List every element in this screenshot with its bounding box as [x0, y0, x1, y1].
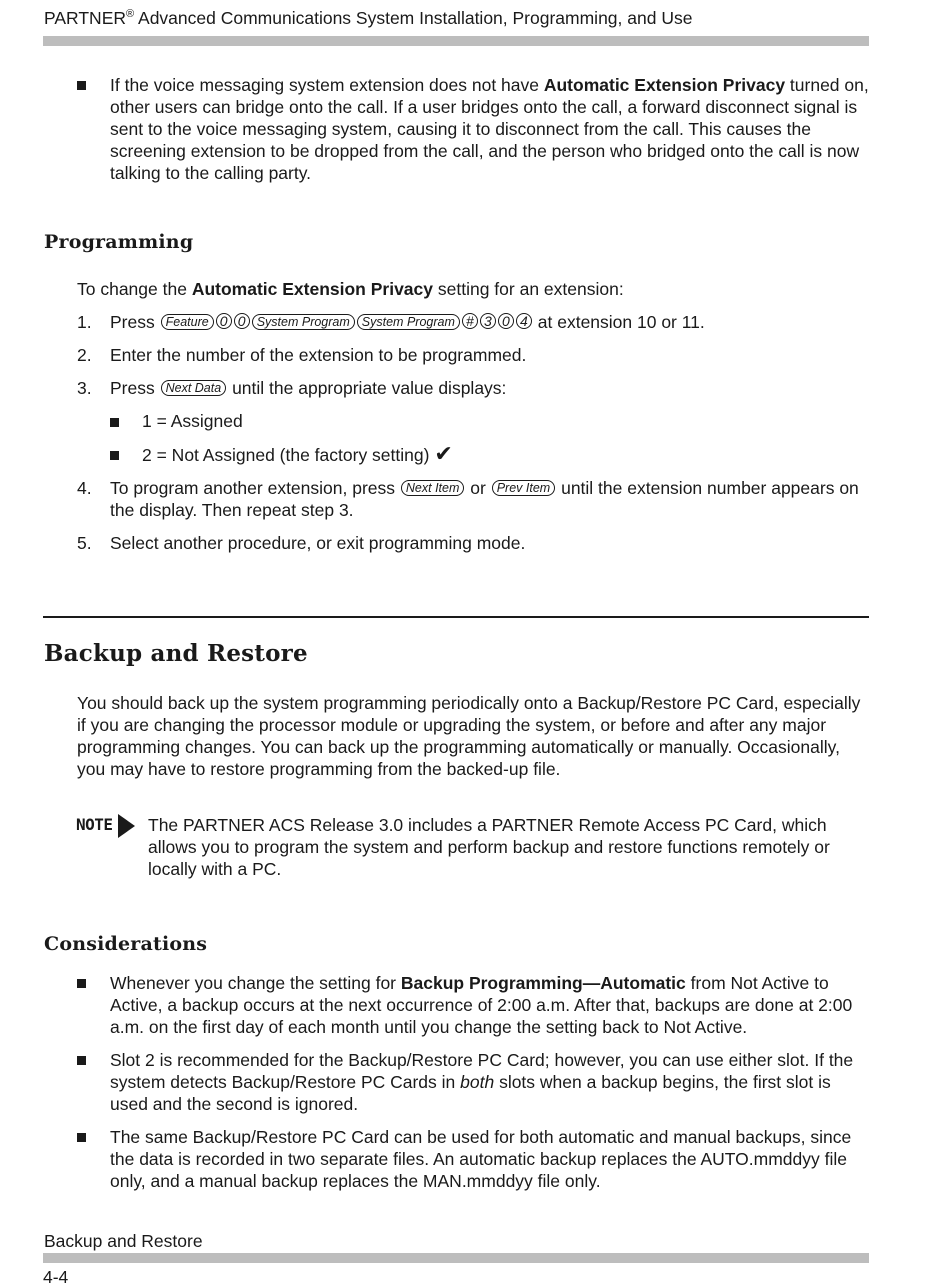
- step-4: To program another extension, press Next Item or Prev Item until the extension number appears on the display. Then repeat step 3.: [110, 478, 859, 520]
- note-text: The PARTNER ACS Release 3.0 includes a PARTNER Remote Access PC Card, which allows you to program the system and perform backup and restore functions remotely or locally with a PC.: [148, 815, 830, 879]
- option-assigned: 1 = Assigned: [142, 411, 243, 431]
- option-not-assigned: 2 = Not Assigned (the factory setting) ✔: [142, 441, 453, 466]
- consideration-2: Slot 2 is recommended for the Backup/Restore PC Card; however, you can use either slot. If the system detects Backup/Restore PC Cards in both slots when a backup begins, the first slot is used and the second is ignored.: [110, 1050, 854, 1114]
- step-number: 1.: [77, 312, 92, 332]
- feature-key-icon: Feature: [161, 314, 214, 330]
- system-program-key-icon: System Program: [252, 314, 355, 330]
- feature-name: Automatic Extension Privacy: [191, 279, 434, 299]
- key-4-icon: 4: [516, 313, 532, 329]
- intro-bullet-text: If the voice messaging system extension does not have Automatic Extension Privacy turned on, other users can bridge onto the call. If a user bridges onto the call, a forward disconnect signal is sent to the voice messaging system, causing it to disconnect from the call. This causes the screening extension to be dropped from the call, and the person who bridged onto the call is now talking to the calling party.: [110, 75, 869, 183]
- header-title-rest: Advanced Communications System Installation, Programming, and Use: [134, 8, 693, 28]
- step-3: Press Next Data until the appropriate value displays:: [110, 378, 507, 398]
- bullet-icon: [77, 81, 86, 90]
- backup-intro: You should back up the system programming periodically onto a Backup/Restore PC Card, especially if you are changing the processor module or upgrading the system, or before and after any major programming changes. You can back up the programming automatically or manually. Occasionally, you may have to restore programming from the backed-up file.: [77, 693, 861, 779]
- next-data-key-icon: Next Data: [161, 380, 227, 396]
- key-0-icon: 0: [498, 313, 514, 329]
- step-5: Select another procedure, or exit programming mode.: [110, 533, 526, 553]
- bullet-icon: [77, 1133, 86, 1142]
- registered-mark: ®: [126, 8, 135, 21]
- consideration-3: The same Backup/Restore PC Card can be used for both automatic and manual backups, since the data is recorded in two separate files. An automatic backup replaces the AUTO.mmddyy file only, and a manual backup replaces the MAN.mmddyy file only.: [110, 1127, 852, 1191]
- key-0-icon: 0: [234, 313, 250, 329]
- bullet-icon: [110, 418, 119, 427]
- step-number: 4.: [77, 478, 92, 498]
- note-label: NOTE: [76, 815, 113, 834]
- step-1: Press Feature 0 0 System Program System Program # 3 0 4 at extension 10 or 11.: [110, 312, 705, 332]
- footer-section-title: Backup and Restore: [44, 1231, 203, 1251]
- section-divider: [43, 616, 869, 618]
- prev-item-key-icon: Prev Item: [492, 480, 556, 496]
- header-brand: PARTNER: [44, 8, 127, 28]
- programming-heading: Programming: [44, 231, 194, 253]
- checkmark-icon: ✔: [434, 441, 453, 466]
- step-number: 2.: [77, 345, 92, 365]
- step-2: Enter the number of the extension to be programmed.: [110, 345, 527, 365]
- note-arrow-icon: [118, 814, 135, 838]
- bullet-icon: [110, 451, 119, 460]
- bullet-icon: [77, 1056, 86, 1065]
- system-program-key-icon: System Program: [357, 314, 460, 330]
- step-number: 3.: [77, 378, 92, 398]
- footer-bar: [43, 1253, 869, 1263]
- key-hash-icon: #: [462, 313, 478, 329]
- feature-name: Automatic Extension Privacy: [543, 75, 786, 95]
- key-3-icon: 3: [480, 313, 496, 329]
- bullet-icon: [77, 979, 86, 988]
- step-number: 5.: [77, 533, 92, 553]
- setting-name: Backup Programming—Automatic: [400, 973, 686, 993]
- consideration-1: Whenever you change the setting for Backup Programming—Automatic from Not Active to Active, a backup occurs at the next occurrence of 2:00 a.m. After that, backups are done at 2:00 a.m. on the first day of each month until you change the setting back to Not Active.: [110, 973, 853, 1037]
- backup-restore-heading: Backup and Restore: [44, 640, 308, 667]
- page-number: 4-4: [43, 1267, 69, 1287]
- header-bar: [43, 36, 869, 46]
- running-header: [44, 8, 692, 29]
- programming-intro: To change the Automatic Extension Privacy setting for an extension:: [77, 279, 624, 299]
- key-0-icon: 0: [216, 313, 232, 329]
- next-item-key-icon: Next Item: [401, 480, 465, 496]
- considerations-heading: Considerations: [44, 933, 208, 955]
